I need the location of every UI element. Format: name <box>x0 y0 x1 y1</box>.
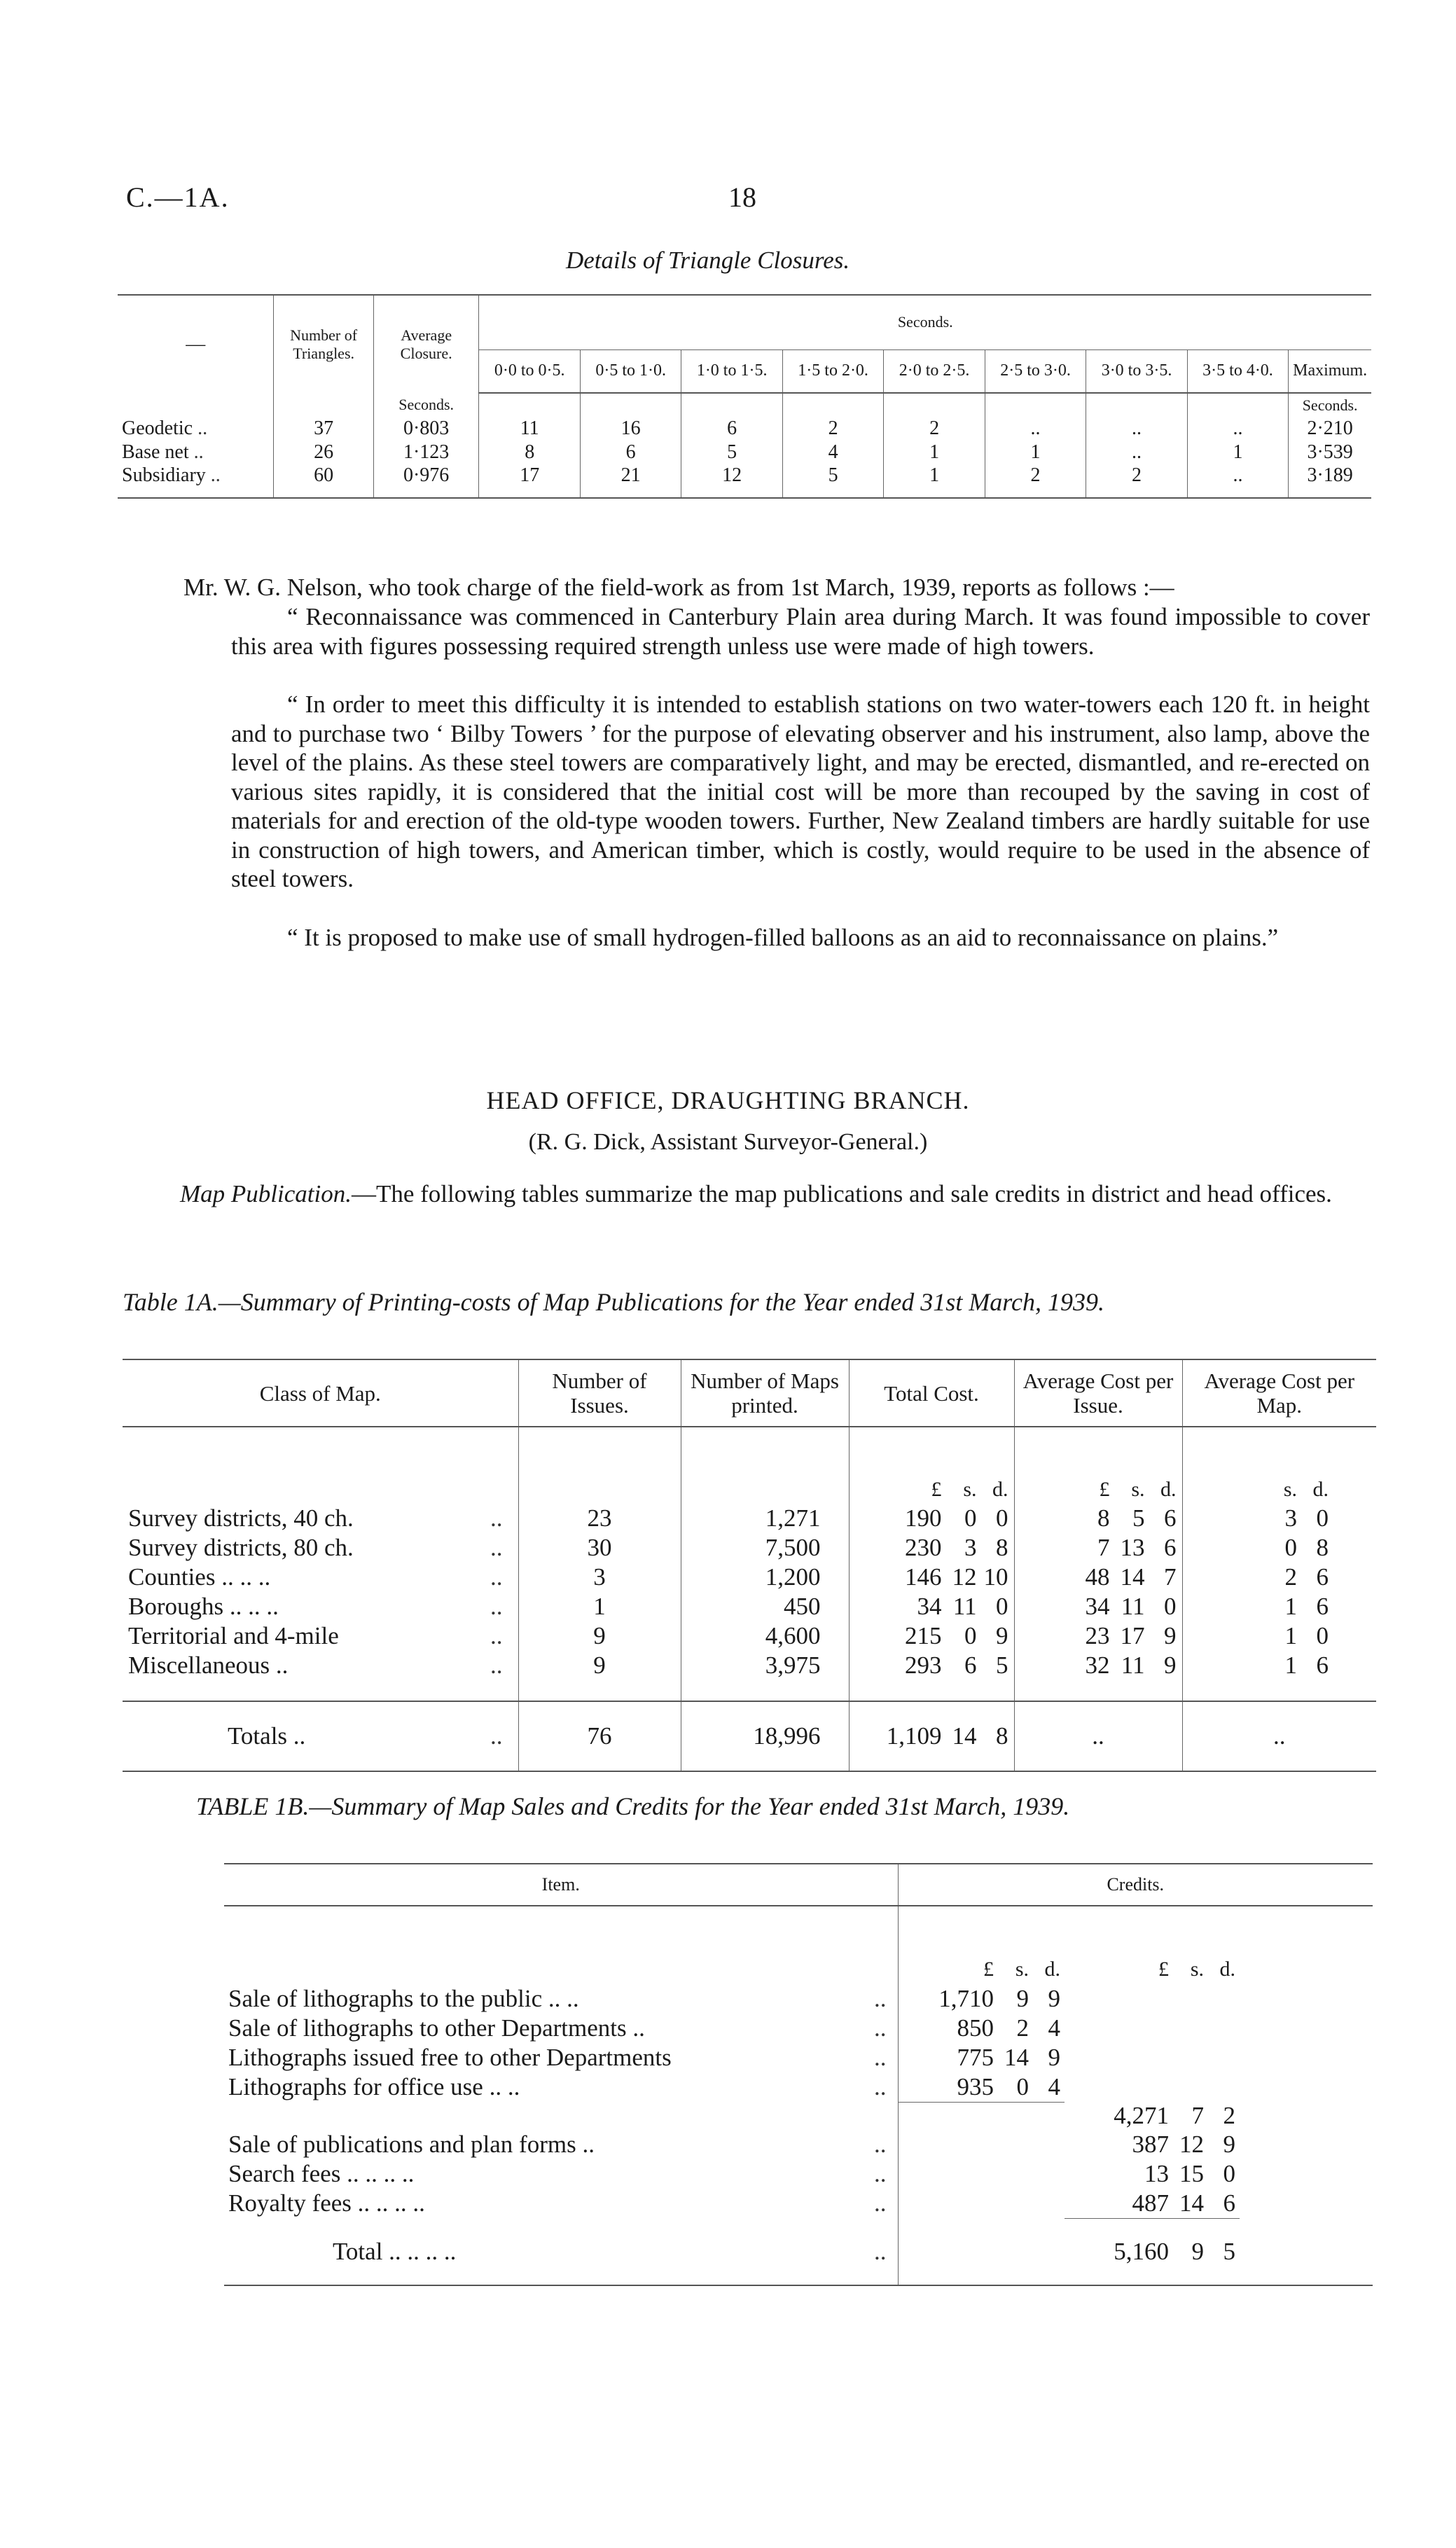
row-label: Geodetic <box>122 417 193 439</box>
cell-maps: 1,271 <box>681 1504 849 1533</box>
row-label: Search fees .. .. .. .. <box>228 2160 415 2187</box>
cell-pence: 4 <box>1048 2072 1060 2100</box>
cell-pence: 6 <box>1316 1652 1329 1679</box>
cell-shillings: 7 <box>1191 2102 1204 2129</box>
cell-average: 0·803 <box>373 417 479 441</box>
cell-count: 5 <box>782 464 883 498</box>
triangle-row <box>118 464 1371 498</box>
t1a-header: Total Cost. <box>849 1359 1014 1427</box>
cell-issues: 23 <box>518 1504 681 1533</box>
cell-shillings: 11 <box>1121 1593 1145 1620</box>
cell-count: 2 <box>1086 464 1187 498</box>
cell-count: 1 <box>985 441 1086 464</box>
unit-shilling: s. <box>963 1478 977 1501</box>
triangle-range-header: 3·5 to 4·0. <box>1187 349 1288 393</box>
cell-pounds: 190 <box>905 1504 942 1532</box>
table-1b <box>224 1863 1373 2286</box>
cell-shillings: 17 <box>1120 1622 1145 1649</box>
section-title: HEAD OFFICE, DRAUGHTING BRANCH. <box>486 1086 970 1114</box>
cell-maximum: 2·210 <box>1289 417 1371 441</box>
cell-pounds: 775 <box>957 2044 994 2071</box>
triangle-range-header: 2·0 to 2·5. <box>884 349 985 393</box>
cell-count: 6 <box>580 441 681 464</box>
map-publication-intro <box>123 1179 1371 1209</box>
table-row <box>123 1563 1376 1592</box>
cell-shillings: 5 <box>1132 1504 1145 1532</box>
cell-shillings: 14 <box>1179 2189 1204 2217</box>
unit-shilling: s. <box>1190 1958 1204 1981</box>
unit-pence: d. <box>1312 1478 1329 1501</box>
cell-pence: 0 <box>1316 1622 1329 1649</box>
leader-dots: .. <box>210 464 221 486</box>
cell-shillings: 14 <box>952 1722 977 1750</box>
cell-shillings: 1 <box>1284 1652 1297 1679</box>
row-label: Lithographs for office use .. .. <box>228 2073 520 2100</box>
cell-maximum: 3·189 <box>1289 464 1371 498</box>
cell-issues: 9 <box>518 1651 681 1680</box>
triangle-closures-table <box>118 294 1371 499</box>
table-row <box>123 1651 1376 1680</box>
cell-pence: 6 <box>1316 1593 1329 1620</box>
t1a-header: Average Cost per Map. <box>1182 1359 1376 1427</box>
cell-maps: 7,500 <box>681 1533 849 1563</box>
unit-pound: £ <box>1158 1958 1169 1981</box>
cell-count: 1 <box>1187 441 1288 464</box>
triangle-col-dash: — <box>118 295 274 393</box>
triangle-row <box>118 417 1371 441</box>
triangle-col-seconds: Seconds. <box>479 295 1371 349</box>
cell-shillings: 2 <box>1016 2014 1029 2042</box>
cell-pence: 8 <box>1316 1534 1329 1561</box>
cell-maps: 4,600 <box>681 1621 849 1651</box>
cell-maps: 450 <box>681 1592 849 1621</box>
cell-pence: 6 <box>1223 2189 1235 2217</box>
cell-issues: 3 <box>518 1563 681 1592</box>
triangle-range-header: 0·5 to 1·0. <box>580 349 681 393</box>
map-publication-text: —The following tables summarize the map publications and sale credits in district and head offices. <box>351 1180 1332 1207</box>
cell-average: 1·123 <box>373 441 479 464</box>
row-label: Sale of lithographs to other Departments .. <box>228 2014 645 2042</box>
cell-pence: 5 <box>996 1652 1008 1679</box>
unit-shilling: s. <box>1283 1478 1297 1501</box>
cell-pence: 9 <box>1164 1622 1177 1649</box>
row-label: Boroughs .. .. .. <box>128 1593 279 1620</box>
cell-issues: 1 <box>518 1592 681 1621</box>
cell-count: 1 <box>884 464 985 498</box>
cell-shillings: 6 <box>964 1652 977 1679</box>
leader-dots: .. <box>490 1534 503 1561</box>
cell-pence: 4 <box>1048 2014 1060 2042</box>
cell-count: .. <box>1086 441 1187 464</box>
table-row <box>224 2072 1373 2102</box>
unit-shilling: s. <box>1015 1958 1029 1981</box>
table-row <box>123 1621 1376 1651</box>
cell-pounds: 23 <box>1085 1622 1110 1649</box>
page-number: 18 <box>728 181 756 213</box>
leader-dots: .. <box>874 2189 887 2217</box>
cell-pounds: 146 <box>905 1563 942 1591</box>
triangle-range-header: 1·0 to 1·5. <box>681 349 782 393</box>
leader-dots: .. <box>197 417 208 439</box>
row-label: Subsidiary <box>122 464 206 486</box>
cell-count: 17 <box>479 464 580 498</box>
t1b-col-item: Item. <box>224 1864 898 1906</box>
leader-dots: .. <box>490 1652 503 1679</box>
cell-shillings: 15 <box>1179 2160 1204 2187</box>
leader-dots: .. <box>490 1563 503 1591</box>
cell-pence: 8 <box>996 1534 1008 1561</box>
cell-count: 6 <box>681 417 782 441</box>
cell-shillings: 9 <box>1016 1985 1029 2012</box>
unit-pound: £ <box>1099 1478 1110 1501</box>
cell-pence: 0 <box>1223 2160 1235 2187</box>
cell-issues: 30 <box>518 1533 681 1563</box>
table-row <box>123 1592 1376 1621</box>
unit-pence: d. <box>1044 1958 1060 1981</box>
cell-pence: 0 <box>996 1504 1008 1532</box>
unit-pound: £ <box>983 1958 994 1981</box>
cell-maps: 1,200 <box>681 1563 849 1592</box>
cell-shillings: 12 <box>1179 2131 1204 2158</box>
totals-row <box>123 1701 1376 1771</box>
triangle-unit-label: Seconds. <box>1289 393 1371 417</box>
map-publication-lead: Map Publication. <box>180 1180 352 1207</box>
triangle-range-header: 2·5 to 3·0. <box>985 349 1086 393</box>
row-label: Royalty fees .. .. .. .. <box>228 2189 425 2217</box>
cell-shillings: 0 <box>1016 2072 1029 2100</box>
row-label: Miscellaneous .. <box>128 1652 289 1679</box>
cell-pence: 9 <box>1164 1652 1177 1679</box>
leader-dots: .. <box>874 2014 887 2042</box>
cell-pounds: 387 <box>1132 2131 1169 2158</box>
row-label: Survey districts, 80 ch. <box>128 1534 354 1561</box>
row-label: Base net <box>122 441 189 463</box>
cell-shillings: 3 <box>1284 1504 1297 1532</box>
unit-pence: d. <box>992 1478 1008 1501</box>
cell-count: 21 <box>580 464 681 498</box>
row-label: Counties .. .. .. <box>128 1563 271 1591</box>
cell-shillings: 3 <box>964 1534 977 1561</box>
triangle-range-header: 0·0 to 0·5. <box>479 349 580 393</box>
cell-per-issue: .. <box>1014 1701 1182 1771</box>
triangle-col-number: Number of Triangles. <box>274 295 373 393</box>
cell-pounds: 935 <box>957 2072 994 2100</box>
unit-shilling: s. <box>1131 1478 1145 1501</box>
total-row <box>224 2218 1373 2285</box>
cell-pence: 5 <box>1223 2237 1235 2265</box>
leader-dots: .. <box>490 1593 503 1620</box>
cell-shillings: 14 <box>1004 2044 1029 2071</box>
t1b-col-credits: Credits. <box>898 1864 1373 1906</box>
cell-count: 2 <box>884 417 985 441</box>
table-row <box>224 2189 1373 2218</box>
section-subtitle: (R. G. Dick, Assistant Surveyor-General.) <box>528 1129 928 1155</box>
cell-maps: 18,996 <box>681 1701 849 1771</box>
cell-per-map: .. <box>1182 1701 1376 1771</box>
leader-dots: .. <box>874 2131 887 2158</box>
leader-dots: .. <box>874 2073 887 2100</box>
cell-shillings: 14 <box>1120 1563 1145 1591</box>
table-1a <box>123 1359 1376 1772</box>
cell-pence: 7 <box>1164 1563 1177 1591</box>
row-label: Lithographs issued free to other Departments <box>228 2044 672 2071</box>
cell-pence: 6 <box>1164 1504 1177 1532</box>
cell-pounds: 487 <box>1132 2189 1169 2217</box>
cell-shillings: 9 <box>1191 2237 1204 2265</box>
table-row <box>123 1504 1376 1533</box>
unit-pound: £ <box>931 1478 942 1501</box>
cell-count: 4 <box>782 441 883 464</box>
cell-pounds: 8 <box>1097 1504 1110 1532</box>
nelson-paragraph-3: “ It is proposed to make use of small hydrogen-filled balloons as an aid to reconnaissance on plains.” <box>287 924 1279 951</box>
cell-pounds: 7 <box>1097 1534 1110 1561</box>
t1a-header: Class of Map. <box>123 1359 518 1427</box>
leader-dots: .. <box>490 1622 503 1649</box>
leader-dots: .. <box>490 1722 503 1750</box>
nelson-intro: Mr. W. G. Nelson, who took charge of the field-work as from 1st March, 1939, reports as follows :— <box>183 574 1174 601</box>
cell-shillings: 12 <box>952 1563 977 1591</box>
cell-pence: 6 <box>1316 1563 1329 1591</box>
cell-average: 0·976 <box>373 464 479 498</box>
t1a-header: Average Cost per Issue. <box>1014 1359 1182 1427</box>
cell-pence: 2 <box>1223 2102 1235 2129</box>
cell-pence: 0 <box>1164 1593 1177 1620</box>
cell-issues: 76 <box>518 1701 681 1771</box>
triangle-table-caption: Details of Triangle Closures. <box>566 247 850 274</box>
cell-pounds: 850 <box>957 2014 994 2042</box>
table-1b-caption: TABLE 1B.—Summary of Map Sales and Credits for the Year ended 31st March, 1939. <box>196 1792 1070 1820</box>
running-header-left: C.—1A. <box>126 181 230 213</box>
cell-pence: 6 <box>1164 1534 1177 1561</box>
table-1a-caption: Table 1A.—Summary of Printing-costs of Map Publications for the Year ended 31st March, 1939. <box>123 1288 1104 1316</box>
cell-pounds: 34 <box>1085 1593 1110 1620</box>
cell-pounds: 215 <box>905 1622 942 1649</box>
cell-number: 60 <box>274 464 373 498</box>
cell-shillings: 2 <box>1284 1563 1297 1591</box>
triangle-range-header: 3·0 to 3·5. <box>1086 349 1187 393</box>
cell-number: 26 <box>274 441 373 464</box>
leader-dots: .. <box>490 1504 503 1532</box>
totals-label: Totals .. <box>228 1722 306 1750</box>
cell-pounds: 1,710 <box>938 1985 994 2012</box>
cell-pounds: 32 <box>1085 1652 1110 1679</box>
leader-dots: .. <box>874 2044 887 2071</box>
cell-pounds: 1,109 <box>886 1722 942 1750</box>
cell-pence: 9 <box>1048 1985 1060 2012</box>
cell-shillings: 1 <box>1284 1622 1297 1649</box>
cell-pounds: 4,271 <box>1114 2102 1169 2129</box>
total-label: Total .. .. .. .. <box>333 2237 457 2265</box>
cell-count: 5 <box>681 441 782 464</box>
cell-pounds: 34 <box>917 1593 942 1620</box>
triangle-range-header: 1·5 to 2·0. <box>782 349 883 393</box>
cell-pence: 0 <box>996 1593 1008 1620</box>
cell-pounds: 48 <box>1085 1563 1110 1591</box>
cell-pence: 9 <box>1223 2131 1235 2158</box>
cell-count: 8 <box>479 441 580 464</box>
cell-count: 16 <box>580 417 681 441</box>
triangle-row <box>118 441 1371 464</box>
nelson-paragraph-2: “ In order to meet this difficulty it is intended to establish stations on two water-towers each 120 ft. in height and to purchase two ‘ Bilby Towers ’ for the purpose of elevating observer and his instrument, also lamp, above the level of the plains. As these steel towers are comparatively light, and may be erected, dismantled, and re-erected on various sites rapidly, it is considered that the initial cost will be more than recouped by the saving in cost of materials for and erection of the old-type wooden towers. Further, New Zealand timbers are hardly suitable for use in construction of high towers, and American timber, which is costly, would require to be used in the absence of steel towers. <box>231 691 1370 892</box>
cell-pence: 9 <box>996 1622 1008 1649</box>
leader-dots: .. <box>874 2237 887 2265</box>
cell-pence: 8 <box>996 1722 1008 1750</box>
cell-pounds: 293 <box>905 1652 942 1679</box>
t1a-header: Number of Issues. <box>518 1359 681 1427</box>
cell-shillings: 11 <box>1121 1652 1145 1679</box>
cell-pounds: 13 <box>1144 2160 1169 2187</box>
table-row <box>123 1533 1376 1563</box>
leader-dots: .. <box>193 441 204 463</box>
cell-count: 2 <box>782 417 883 441</box>
leader-dots: .. <box>874 2160 887 2187</box>
cell-pence: 10 <box>983 1563 1008 1591</box>
triangle-range-header: Maximum. <box>1289 349 1371 393</box>
table-row <box>224 2014 1373 2043</box>
cell-issues: 9 <box>518 1621 681 1651</box>
unit-pence: d. <box>1219 1958 1235 1981</box>
cell-count: 2 <box>985 464 1086 498</box>
cell-pence: 0 <box>1316 1504 1329 1532</box>
row-label: Sale of publications and plan forms .. <box>228 2131 595 2158</box>
table-row <box>224 1984 1373 2014</box>
cell-shillings: 0 <box>1284 1534 1297 1561</box>
cell-count: .. <box>1086 417 1187 441</box>
unit-pence: d. <box>1160 1478 1177 1501</box>
cell-count: .. <box>1187 464 1288 498</box>
table-row <box>224 2130 1373 2159</box>
row-label: Survey districts, 40 ch. <box>128 1504 354 1532</box>
row-label: Territorial and 4-mile <box>128 1622 339 1649</box>
row-label: Sale of lithographs to the public .. .. <box>228 1985 579 2012</box>
nelson-paragraph-1: “ Reconnaissance was commenced in Canterbury Plain area during March. It was found impossible to cover this area with figures possessing required strength unless use were made of high towers. <box>231 603 1370 660</box>
cell-count: 11 <box>479 417 580 441</box>
cell-pence: 9 <box>1048 2044 1060 2071</box>
table-row <box>224 2159 1373 2189</box>
leader-dots: .. <box>874 1985 887 2012</box>
cell-count: 1 <box>884 441 985 464</box>
cell-pounds: 5,160 <box>1114 2237 1169 2265</box>
t1a-header: Number of Maps printed. <box>681 1359 849 1427</box>
subtotal-row <box>224 2102 1373 2130</box>
cell-maximum: 3·539 <box>1289 441 1371 464</box>
cell-shillings: 0 <box>964 1622 977 1649</box>
cell-shillings: 13 <box>1120 1534 1145 1561</box>
cell-maps: 3,975 <box>681 1651 849 1680</box>
cell-shillings: 1 <box>1284 1593 1297 1620</box>
cell-count: .. <box>1187 417 1288 441</box>
cell-shillings: 11 <box>952 1593 977 1620</box>
triangle-col-average: Average Closure. <box>373 295 479 393</box>
cell-count: .. <box>985 417 1086 441</box>
cell-shillings: 0 <box>964 1504 977 1532</box>
cell-pounds: 230 <box>905 1534 942 1561</box>
cell-count: 12 <box>681 464 782 498</box>
table-row <box>224 2043 1373 2072</box>
cell-number: 37 <box>274 417 373 441</box>
triangle-unit-label: Seconds. <box>373 393 479 417</box>
